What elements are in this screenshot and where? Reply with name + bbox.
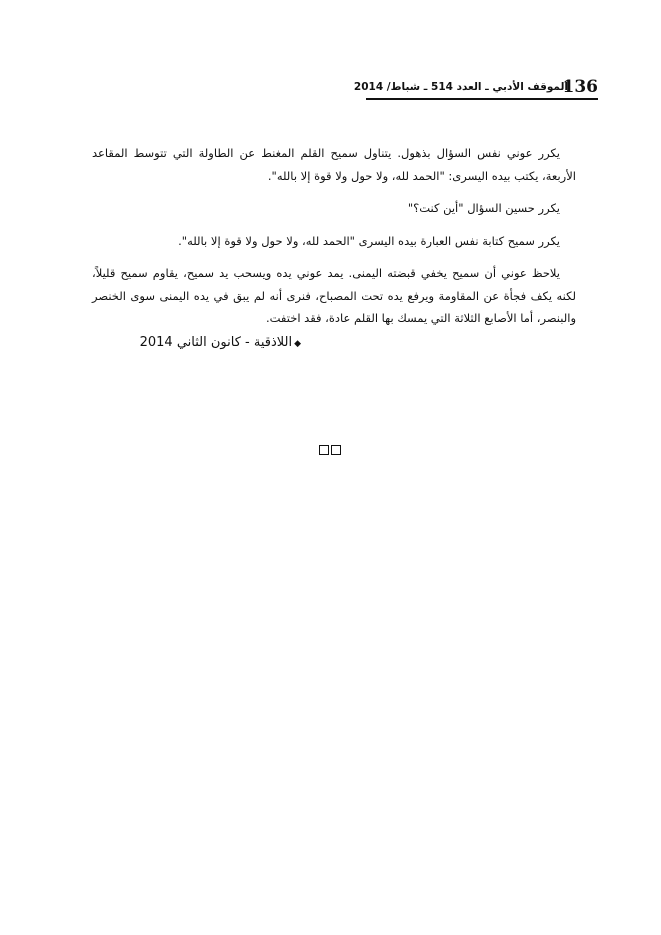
paragraph: يكرر سميح كتابة نفس العبارة بيده اليسرى "الحمد لله، ولا حول ولا قوة إلا بالله". xyxy=(178,233,560,248)
paragraph: يكرر عوني نفس السؤال بذهول. يتناول سميح القلم المغنط عن الطاولة التي تتوسط المقاعد الأربعة، يكتب بيده اليسرى: "الحمد لله، ولا حول ولا قوة إلا بالله". xyxy=(92,146,576,183)
square-icon xyxy=(319,445,329,455)
place-date-text: اللاذقية - كانون الثاني 2014 xyxy=(139,335,293,350)
paragraph: يكرر حسين السؤال "أين كنت؟" xyxy=(407,201,560,215)
square-icon xyxy=(331,445,341,455)
header-rule xyxy=(366,98,598,100)
place-date-signature xyxy=(140,333,301,354)
story-text xyxy=(92,142,576,330)
page-header xyxy=(353,76,598,100)
end-of-article-marks xyxy=(319,445,341,457)
paragraph: يلاحظ عوني أن سميح يخفي قبضته اليمنى. يمد عوني يده ويسحب يد سميح، يقاوم سميح قليلاً، لكنه يكف فجأة عن المقاومة ويرفع يده تحت المصباح، فنرى أنه لم يبق في يده اليمنى سوى الخنصر والبنصر، أما الأصابع الثلاثة التي يمسك بها القلم عادة، فقد اختفت. xyxy=(92,266,576,325)
diamond-bullet-icon: ◆ xyxy=(294,339,301,349)
page-number: 136 xyxy=(562,77,598,97)
journal-issue-info: الموقف الأدبي ـ العدد 514 ـ شباط/ 2014 xyxy=(353,81,568,93)
